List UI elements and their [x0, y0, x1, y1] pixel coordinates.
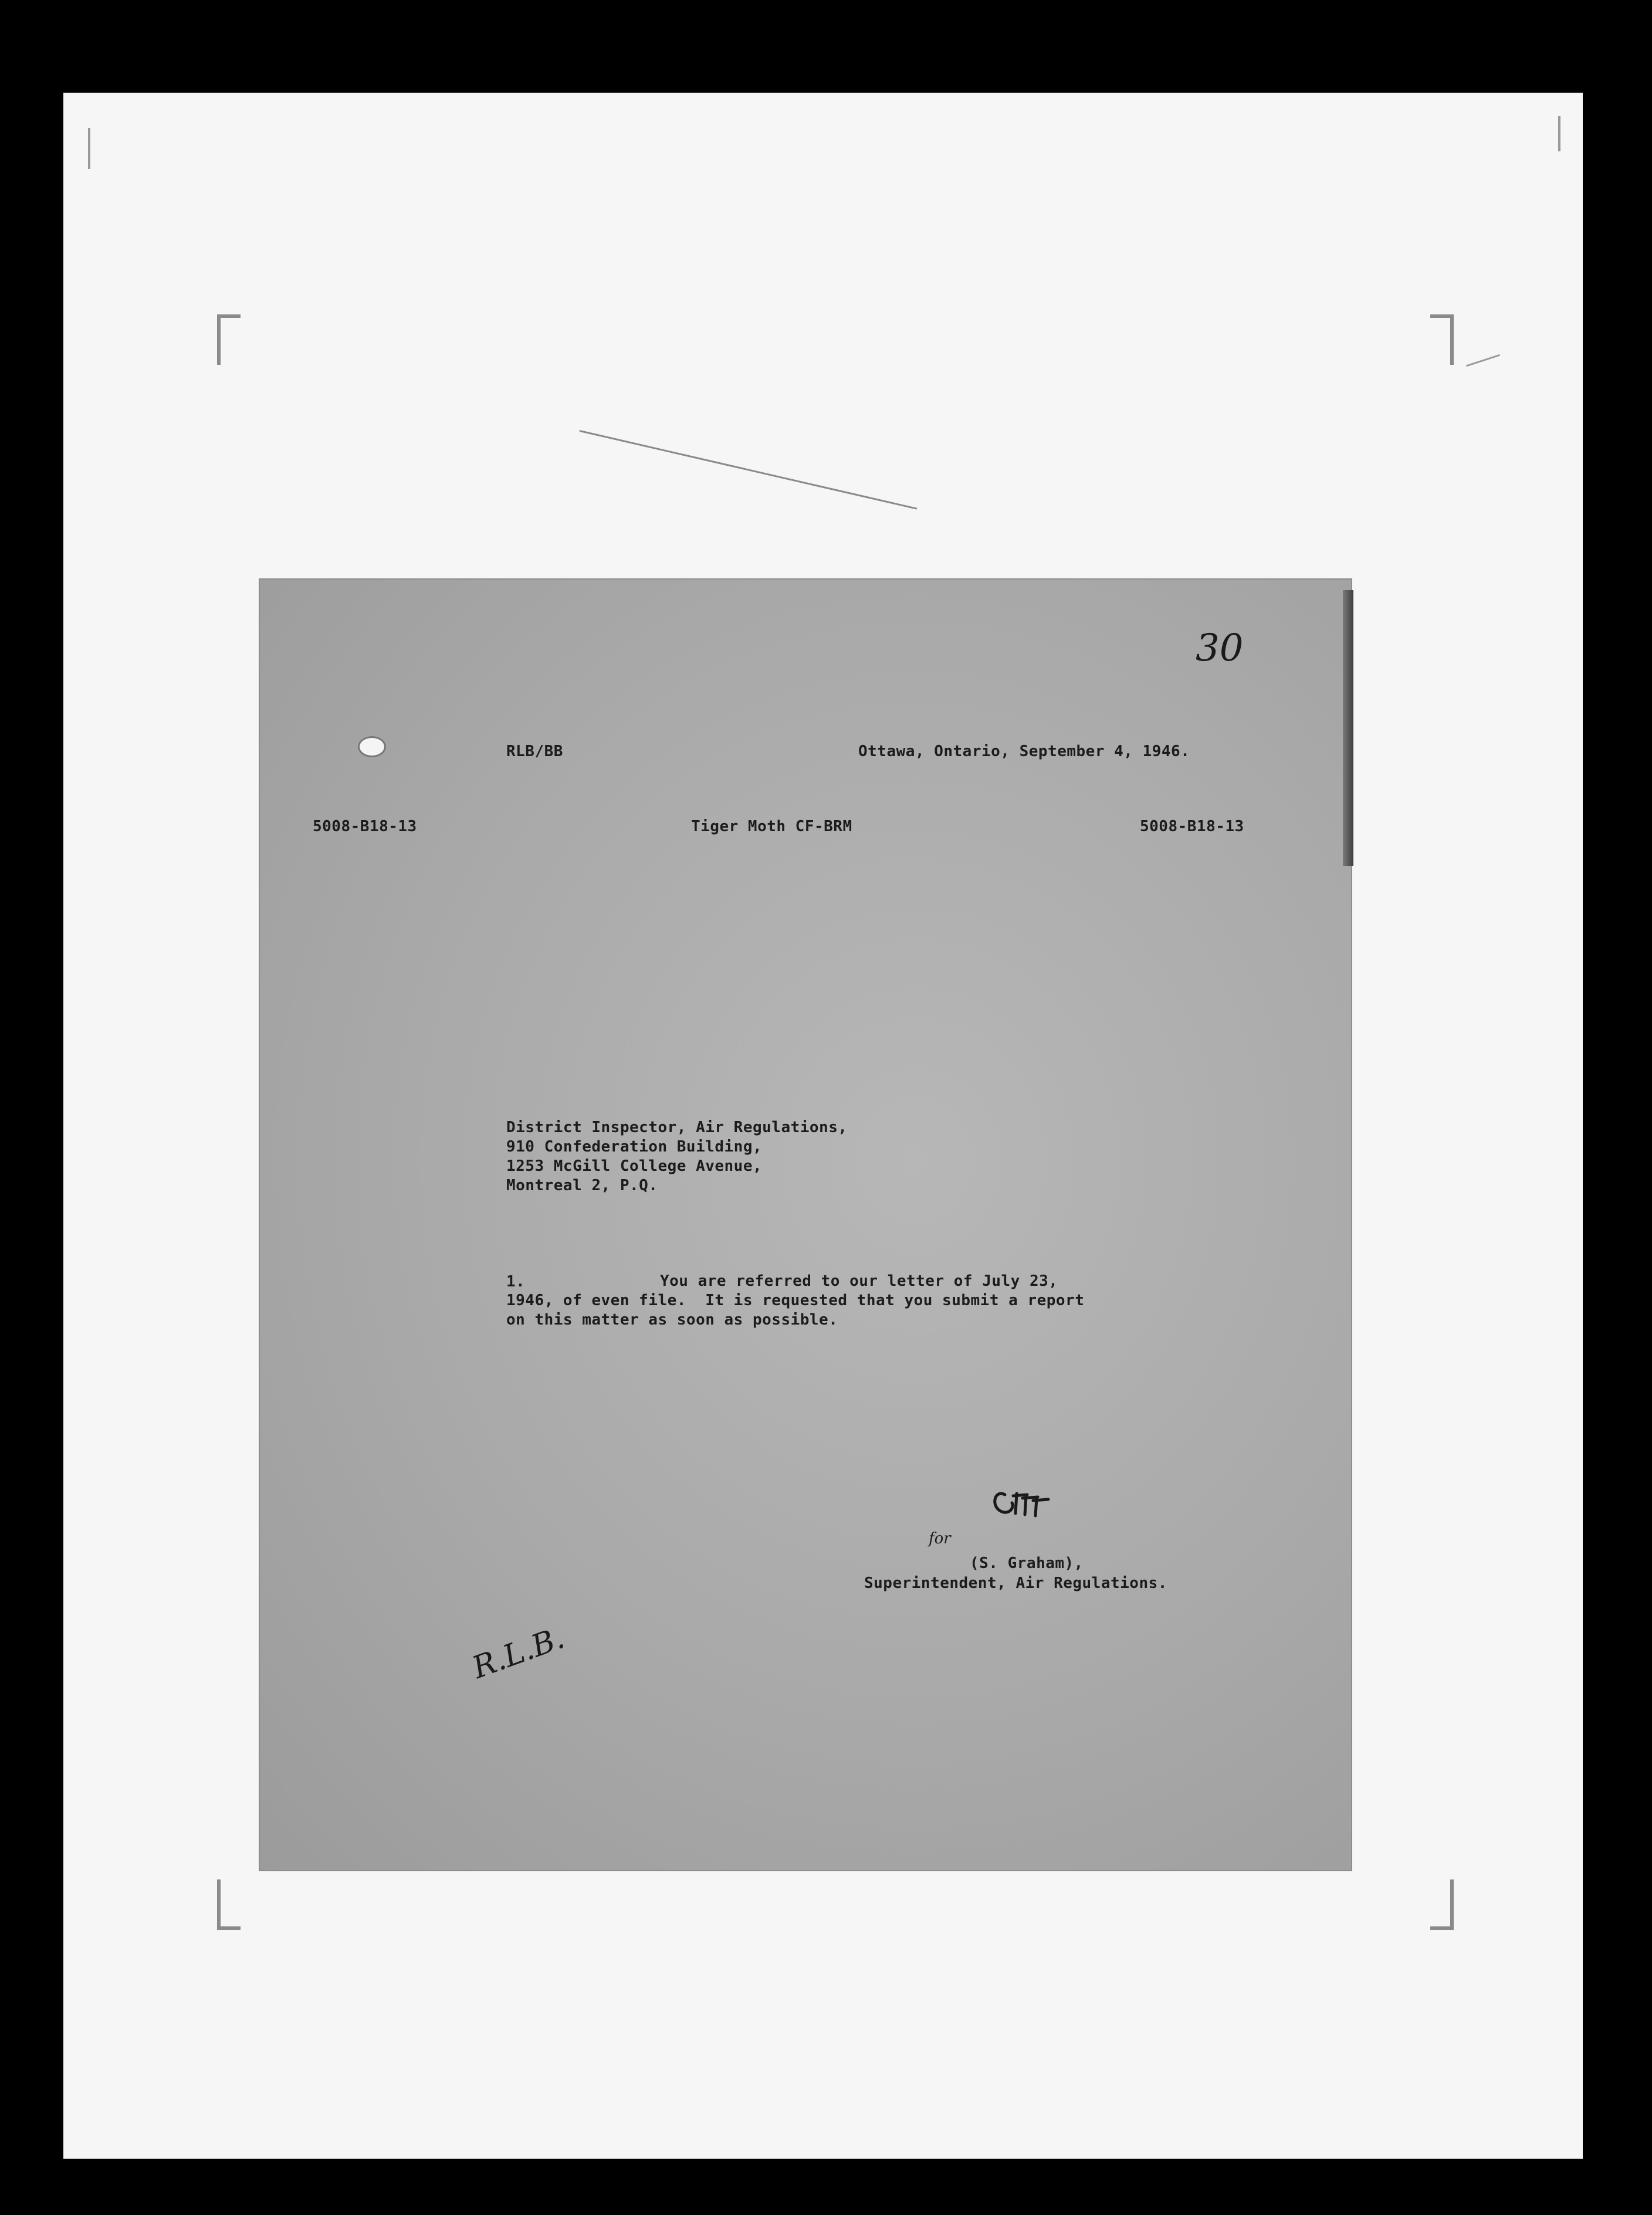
crop-mark-bottom-right	[1430, 1879, 1454, 1930]
place-date: Ottawa, Ontario, September 4, 1946.	[858, 743, 1190, 760]
initials-annotation: R.L.B.	[468, 1620, 569, 1686]
body-line: You are referred to our letter of July 23,	[660, 1272, 1058, 1290]
address-line: 910 Confederation Building,	[506, 1138, 763, 1156]
body-line: 1946, of even file. It is requested that you submit a report	[506, 1292, 1085, 1309]
address-line: District Inspector, Air Regulations,	[506, 1119, 848, 1136]
scan-frame	[63, 93, 1583, 2159]
signatory-title: Superintendent, Air Regulations.	[864, 1574, 1167, 1592]
stray-line	[580, 430, 918, 510]
body-paragraph	[506, 1272, 1084, 1330]
crop-mark-top-right	[1430, 314, 1454, 365]
crop-mark-top-left	[217, 314, 241, 365]
reference-initials: RLB/BB	[506, 743, 563, 760]
edge-tick-right	[1558, 116, 1560, 151]
paragraph-number: 1.	[506, 1273, 526, 1291]
edge-mark-right	[1466, 354, 1500, 367]
address-block	[506, 1118, 848, 1195]
signature-scrawl	[987, 1483, 1058, 1524]
letter-sheet	[260, 580, 1351, 1870]
file-number-right: 5008-B18-13	[1140, 818, 1244, 835]
paper-edge-shadow	[1343, 590, 1353, 866]
signature-initial-mark: for	[929, 1530, 951, 1547]
page-number-annotation: 30	[1196, 626, 1244, 670]
body-line: on this matter as soon as possible.	[506, 1311, 838, 1329]
subject-line: Tiger Moth CF-BRM	[691, 818, 852, 835]
signatory-name: (S. Graham),	[970, 1554, 1084, 1572]
file-number-left: 5008-B18-13	[313, 818, 417, 835]
address-line: 1253 McGill College Avenue,	[506, 1157, 763, 1175]
punch-hole	[360, 738, 384, 756]
address-line: Montreal 2, P.Q.	[506, 1177, 658, 1194]
edge-tick-left	[88, 128, 90, 169]
crop-mark-bottom-left	[217, 1879, 241, 1930]
